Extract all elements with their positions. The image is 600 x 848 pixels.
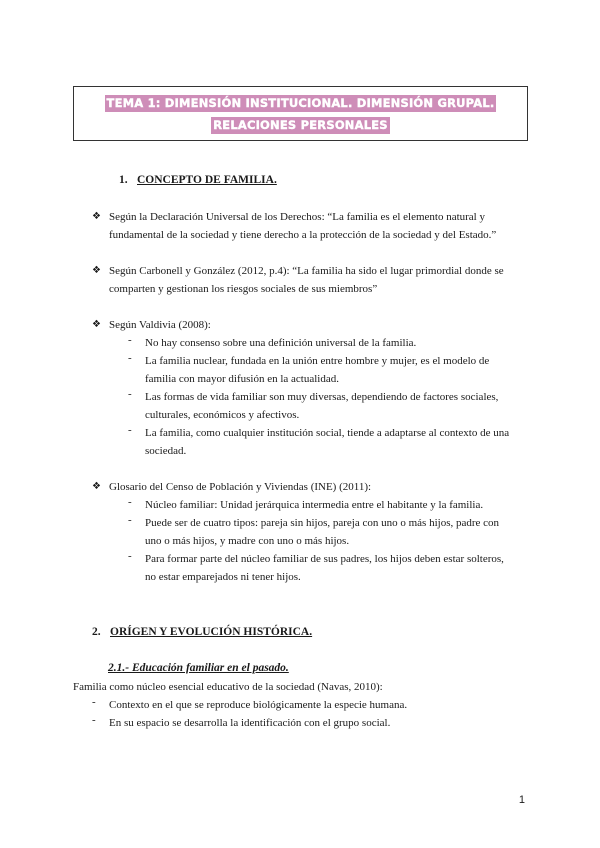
section-2-item-1: Contexto en el que se reproduce biológicamente la especie humana. — [109, 699, 408, 711]
ine-item-2-line-1: Puede ser de cuatro tipos: pareja sin hijos, pareja con uno o más hijos, padre con — [145, 517, 500, 529]
section-2-heading: ORÍGEN Y EVOLUCIÓN HISTÓRICA. — [110, 626, 313, 638]
dash-marker: - — [92, 696, 96, 708]
bullet-1-line-2: fundamental de la sociedad y tiene derecho a la protección de la sociedad y del Estado.” — [109, 229, 497, 241]
valdivia-item-2-line-2: familia con mayor difusión en la actualidad. — [145, 373, 339, 385]
valdivia-item-1: No hay consenso sobre una definición universal de la familia. — [145, 337, 417, 349]
dash-marker: - — [128, 424, 132, 436]
diamond-bullet-icon: ❖ — [92, 265, 101, 276]
title-line-1: TEMA 1: DIMENSIÓN INSTITUCIONAL. DIMENSIÓN GRUPAL. — [106, 96, 495, 110]
dash-marker: - — [128, 352, 132, 364]
dash-marker: - — [128, 388, 132, 400]
diamond-bullet-icon: ❖ — [92, 211, 101, 222]
ine-item-3-line-2: no estar emparejados ni tener hijos. — [145, 571, 301, 583]
ine-item-2-line-2: uno o más hijos, y madre con uno o más hijos. — [145, 535, 350, 547]
diamond-bullet-icon: ❖ — [92, 319, 101, 330]
dash-marker: - — [92, 714, 96, 726]
section-1-number: 1. — [119, 174, 128, 186]
title-box — [73, 86, 528, 141]
dash-marker: - — [128, 550, 132, 562]
dash-marker: - — [128, 334, 132, 346]
section-2-number: 2. — [92, 626, 101, 638]
bullet-3-line-1: Según Valdivia (2008): — [109, 319, 211, 331]
ine-item-3-line-1: Para formar parte del núcleo familiar de sus padres, los hijos deben estar solteros, — [145, 553, 504, 565]
dash-marker: - — [128, 514, 132, 526]
section-2-intro: Familia como núcleo esencial educativo de la sociedad (Navas, 2010): — [73, 681, 383, 693]
bullet-2-line-1: Según Carbonell y González (2012, p.4): “La familia ha sido el lugar primordial donde se — [109, 265, 504, 277]
section-2-item-2: En su espacio se desarrolla la identificación con el grupo social. — [109, 717, 391, 729]
title-line-2: RELACIONES PERSONALES — [213, 118, 388, 132]
valdivia-item-4-line-2: sociedad. — [145, 445, 187, 457]
subsection-2-1-heading: 2.1.- Educación familiar en el pasado. — [108, 662, 289, 674]
valdivia-item-3-line-1: Las formas de vida familiar son muy diversas, dependiendo de factores sociales, — [145, 391, 499, 403]
valdivia-item-4-line-1: La familia, como cualquier institución social, tiende a adaptarse al contexto de una — [145, 427, 510, 439]
page-number: 1 — [518, 794, 525, 806]
section-1-heading: CONCEPTO DE FAMILIA. — [137, 174, 277, 186]
diamond-bullet-icon: ❖ — [92, 481, 101, 492]
valdivia-item-3-line-2: culturales, económicos y afectivos. — [145, 409, 300, 421]
bullet-2-line-2: comparten y gestionan los riesgos sociales de sus miembros” — [109, 283, 378, 295]
bullet-1-line-1: Según la Declaración Universal de los Derechos: “La familia es el elemento natural y — [109, 211, 485, 223]
ine-item-1: Núcleo familiar: Unidad jerárquica intermedia entre el habitante y la familia. — [145, 499, 484, 511]
dash-marker: - — [128, 496, 132, 508]
valdivia-item-2-line-1: La familia nuclear, fundada en la unión entre hombre y mujer, es el modelo de — [145, 355, 490, 367]
bullet-4-line-1: Glosario del Censo de Población y Viviendas (INE) (2011): — [109, 481, 372, 493]
